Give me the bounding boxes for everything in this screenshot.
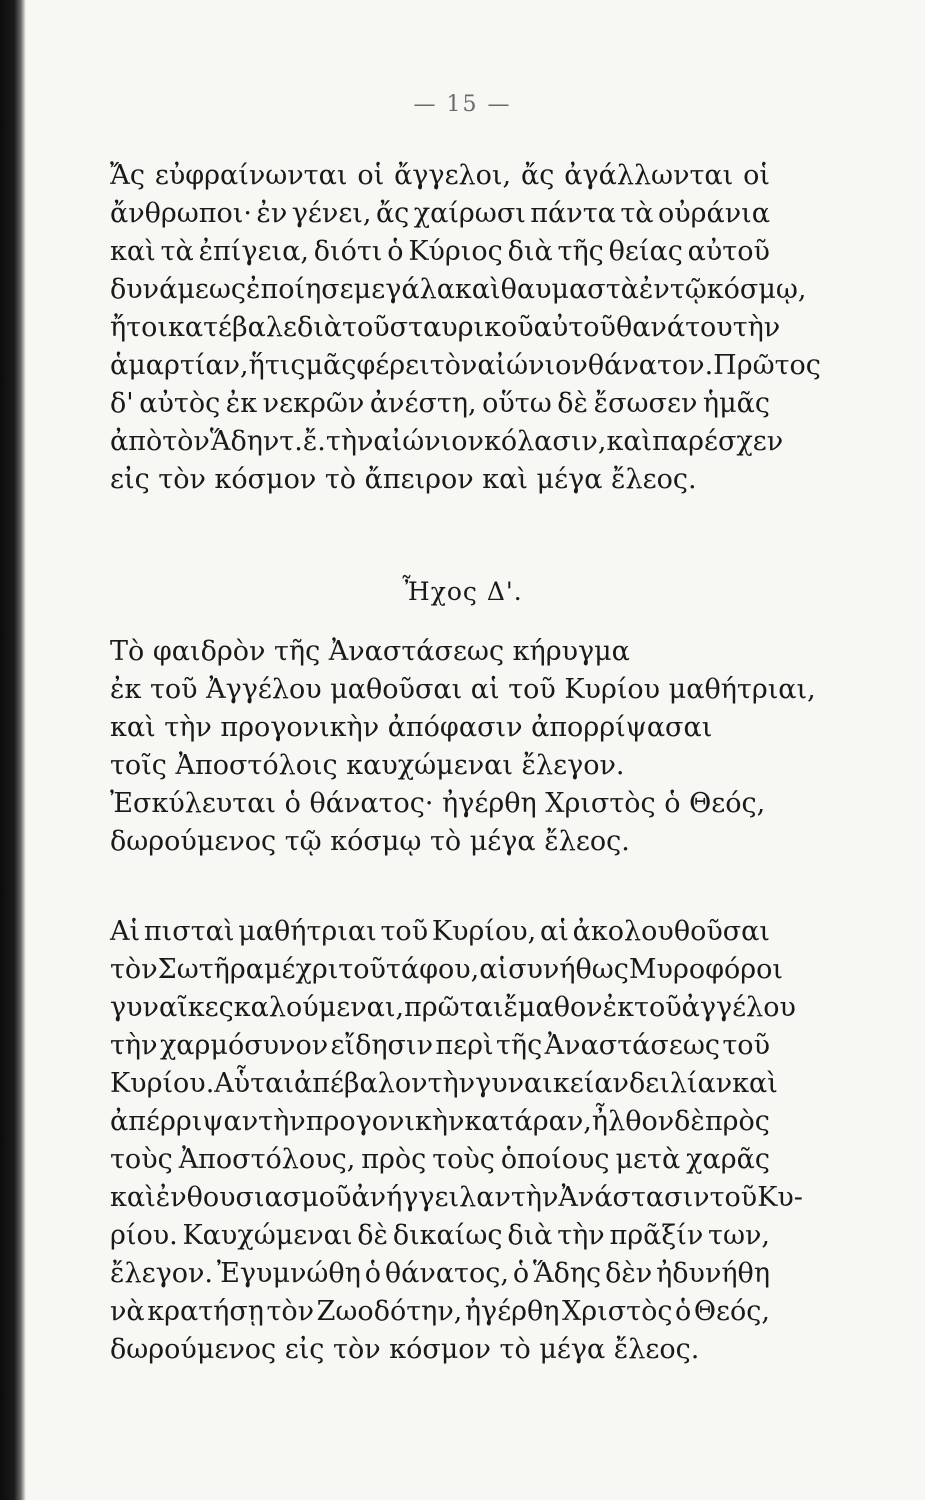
hymn-line: τοῖς Ἀποστόλοις καυχώμεναι ἔλεγον.: [110, 750, 625, 781]
hymn-line: δωρούμενος τῷ κόσμῳ τὸ μέγα ἔλεος.: [110, 826, 630, 857]
text-line: τὴν χαρμόσυνον εἴδησιν περὶ τῆς Ἀναστάσεως τοῦ: [110, 1030, 770, 1061]
text-line: ἁμαρτίαν, ἥτις μᾶς φέρει τὸν αἰώνιον θάνατον. Πρῶτος: [110, 350, 821, 381]
text-line: Αἱ πισταὶ μαθήτριαι τοῦ Κυρίου, αἱ ἀκολουθοῦσαι: [110, 916, 770, 947]
text-line: δ' αὐτὸς ἐκ νεκρῶν ἀνέστη, οὕτω δὲ ἔσωσεν ἡμᾶς: [110, 388, 770, 419]
text-line: καὶ ἐνθουσιασμοῦ ἀνήγγειλαν τὴν Ἀνάστασιν τοῦ Κυ-: [110, 1182, 803, 1213]
hymn-line: Ἐσκύλευται ὁ θάνατος· ἠγέρθη Χριστὸς ὁ Θεός,: [110, 788, 766, 819]
text-line: νὰ κρατήσῃ τὸν Ζωοδότην, ἠγέρθη Χριστὸς ὁ Θεός,: [110, 1296, 770, 1327]
text-line: καὶ τὰ ἐπίγεια, διότι ὁ Κύριος διὰ τῆς θείας αὐτοῦ: [110, 236, 770, 267]
paragraph-2: [110, 913, 803, 1369]
text-line: εἰς τὸν κόσμον τὸ ἄπειρον καὶ μέγα ἔλεος.: [110, 464, 697, 495]
hymn-text: [110, 633, 816, 861]
text-line: ἔλεγον. Ἐγυμνώθη ὁ θάνατος, ὁ Ἅδης δὲν ἠδυνήθη: [110, 1258, 770, 1289]
text-line: γυναῖκες καλούμεναι, πρῶται ἔμαθον ἐκ τοῦ ἀγγέλου: [110, 992, 796, 1023]
page-number: — 15 —: [413, 92, 512, 117]
section-heading: Ἦχος Δ'.: [402, 577, 523, 606]
text-line: τοὺς Ἀποστόλους, πρὸς τοὺς ὁποίους μετὰ χαρᾶς: [110, 1144, 770, 1175]
scan-edge-shadow: [0, 0, 26, 1500]
text-line: ἀπὸ τὸν Ἅδην τ.ἔ. τὴν αἰώνιον κόλασιν, καὶ παρέσχεν: [110, 426, 784, 457]
hymn-line: καὶ τὴν προγονικὴν ἀπόφασιν ἀπορρίψασαι: [110, 712, 713, 743]
text-line: ἤτοι κατέβαλε διὰ τοῦ σταυρικοῦ αὐτοῦ θανάτου τὴν: [110, 312, 781, 343]
text-line: ἄνθρωποι· ἐν γένει, ἄς χαίρωσι πάντα τὰ οὐράνια: [110, 198, 770, 229]
text-line: ρίου. Καυχώμεναι δὲ δικαίως διὰ τὴν πρᾶξίν των,: [110, 1220, 770, 1251]
text-line: Ἄς εὐφραίνωνται οἱ ἄγγελοι, ἄς ἀγάλλωνται οἱ: [110, 160, 770, 191]
text-line: δωρούμενος εἰς τὸν κόσμον τὸ μέγα ἔλεος.: [110, 1334, 700, 1365]
hymn-line: Τὸ φαιδρὸν τῆς Ἀναστάσεως κήρυγμα: [110, 636, 630, 667]
hymn-line: ἐκ τοῦ Ἀγγέλου μαθοῦσαι αἱ τοῦ Κυρίου μαθήτριαι,: [110, 674, 816, 705]
paragraph-1: [110, 157, 821, 499]
text-line: τὸν Σωτῆρα μέχρι τοῦ τάφου, αἱ συνήθως Μυροφόροι: [110, 954, 783, 985]
text-line: δυνάμεως ἐποίησε μεγάλα καὶ θαυμαστὰ ἐν τῷ κόσμῳ,: [110, 274, 807, 305]
text-line: Κυρίου. Αὗται ἀπέβαλον τὴν γυναικείαν δειλίαν καὶ: [110, 1068, 778, 1099]
text-line: ἀπέρριψαν τὴν προγονικὴν κατάραν, ἦλθον δὲ πρὸς: [110, 1106, 770, 1137]
